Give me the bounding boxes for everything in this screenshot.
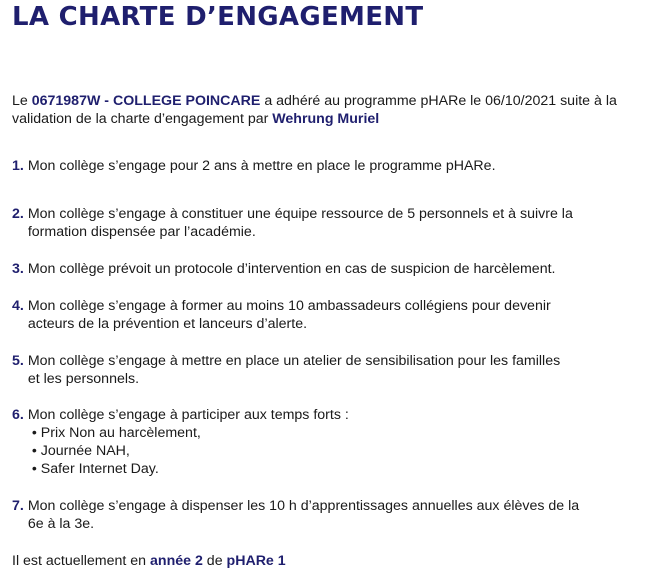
item-text-continued: 6e à la 3e.: [27, 516, 95, 532]
commitment-item-5: [12, 352, 632, 388]
item-text: Mon collège prévoit un protocole d’intervention en cas de suspicion de harcèlement.: [27, 261, 556, 277]
item-text: Mon collège s’engage à former au moins 10 ambassadeurs collégiens pour devenir: [27, 298, 551, 314]
event-item: • Safer Internet Day.: [31, 461, 159, 477]
item-text: Mon collège s’engage pour 2 ans à mettre en place le programme pHARe.: [27, 158, 496, 174]
item-number: 7.: [12, 498, 24, 514]
school-name: 0671987W - COLLEGE POINCARE: [31, 93, 261, 109]
commitment-item-4: [12, 297, 632, 333]
item-number: 4.: [12, 298, 24, 314]
program-year: année 2: [150, 553, 203, 569]
page-title: LA CHARTE D’ENGAGEMENT: [12, 2, 424, 32]
item-number: 5.: [12, 353, 24, 369]
item-text-continued: formation dispensée par l’académie.: [27, 224, 256, 240]
item-number: 6.: [12, 407, 24, 423]
status-footer: [12, 552, 632, 570]
item-number: 2.: [12, 206, 24, 222]
commitment-item-3: [12, 260, 632, 278]
event-item: • Journée NAH,: [31, 443, 130, 459]
item-text-continued: et les personnels.: [27, 371, 140, 387]
intro-paragraph: [12, 92, 632, 128]
signer-name: Wehrung Muriel: [272, 111, 380, 127]
item-text: Mon collège s’engage à mettre en place un atelier de sensibilisation pour les familles: [27, 353, 561, 369]
intro-middle: a adhéré au programme pHARe le 06/10/2021 suite à la validation de la charte d’engagement par: [12, 93, 617, 127]
commitment-item-7: [12, 497, 632, 533]
item-number: 1.: [12, 158, 24, 174]
event-list: [28, 424, 632, 478]
commitment-item-2: [12, 205, 632, 241]
commitment-item-6: [12, 406, 632, 478]
intro-prefix: Le: [12, 93, 32, 109]
event-item: • Prix Non au harcèlement,: [31, 425, 201, 441]
item-text-continued: acteurs de la prévention et lanceurs d’alerte.: [27, 316, 308, 332]
item-text: Mon collège s’engage à constituer une équipe ressource de 5 personnels et à suivre la: [27, 206, 573, 222]
item-text: Mon collège s’engage à participer aux temps forts :: [27, 407, 349, 423]
item-text: Mon collège s’engage à dispenser les 10 h d’apprentissages annuelles aux élèves de la: [27, 498, 580, 514]
item-number: 3.: [12, 261, 24, 277]
footer-prefix: Il est actuellement en: [12, 553, 151, 569]
program-name: pHARe 1: [226, 553, 286, 569]
commitment-item-1: [12, 157, 632, 175]
footer-middle: de: [202, 553, 227, 569]
